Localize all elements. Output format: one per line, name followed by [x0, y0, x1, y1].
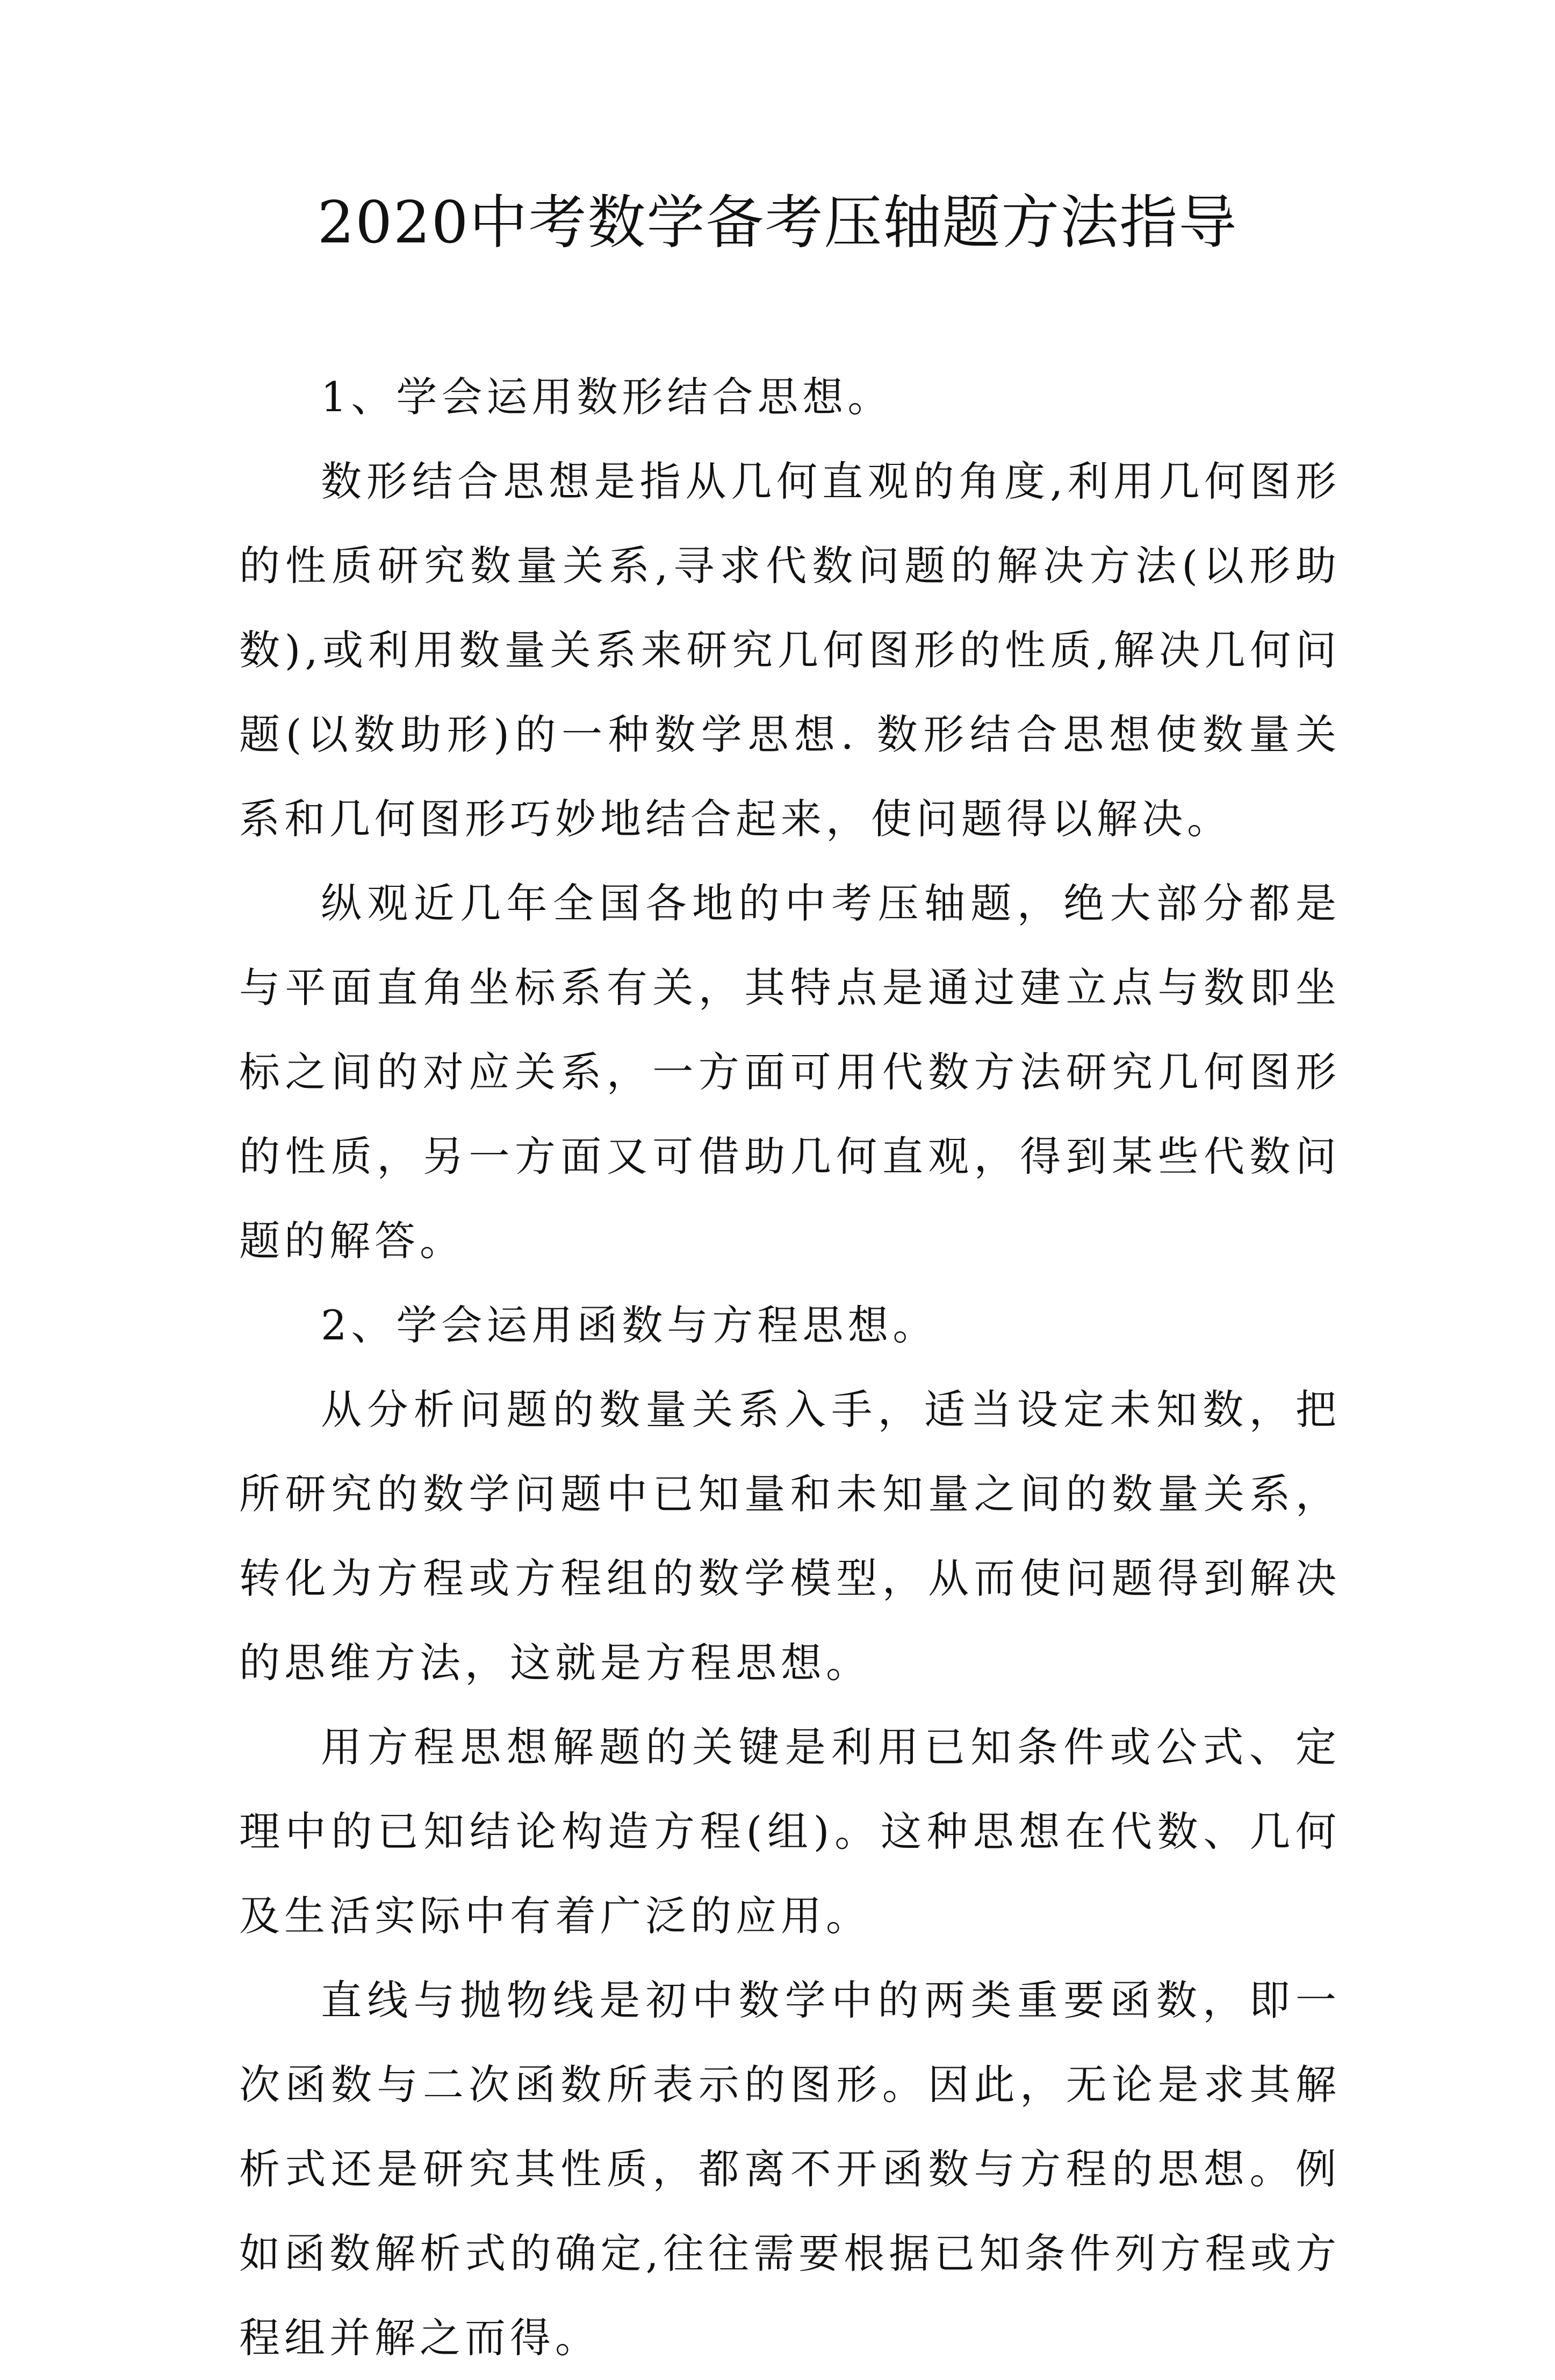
document-title: 2020中考数学备考压轴题方法指导 [317, 189, 1238, 256]
section-heading-2: 2、学会运用函数与方程思想。 [321, 1301, 938, 1349]
document-body [239, 355, 1341, 2380]
paragraph: 用方程思想解题的关键是利用已知条件或公式、定理中的已知结论构造方程(组)。这种思想在代数、几何及生活实际中有着广泛的应用。 [239, 1723, 1341, 1940]
paragraph: 从分析问题的数量关系入手，适当设定未知数，把所研究的数学问题中已知量和未知量之间的数量关系，转化为方程或方程组的数学模型，从而使问题得到解决的思维方法，这就是方程思想。 [239, 1386, 1341, 1687]
paragraph: 纵观近几年全国各地的中考压轴题，绝大部分都是与平面直角坐标系有关，其特点是通过建立点与数即坐标之间的对应关系，一方面可用代数方法研究几何图形的性质，另一方面又可借助几何直观，得到某些代数问题的解答。 [239, 879, 1341, 1265]
paragraph: 直线与抛物线是初中数学中的两类重要函数，即一次函数与二次函数所表示的图形。因此，无论是求其解析式还是研究其性质，都离不开函数与方程的思想。例如函数解析式的确定,往往需要根据已知条件列方程或方程组并解之而得。 [239, 1976, 1341, 2362]
paragraph: 数形结合思想是指从几何直观的角度,利用几何图形的性质研究数量关系,寻求代数问题的解决方法(以形助数),或利用数量关系来研究几何图形的性质,解决几何问题(以数助形)的一种数学思想. 数形结合思想使数量关系和几何图形巧妙地结合起来，使问题得以解决。 [239, 457, 1341, 843]
section-heading-1: 1、学会运用数形结合思想。 [321, 373, 893, 421]
